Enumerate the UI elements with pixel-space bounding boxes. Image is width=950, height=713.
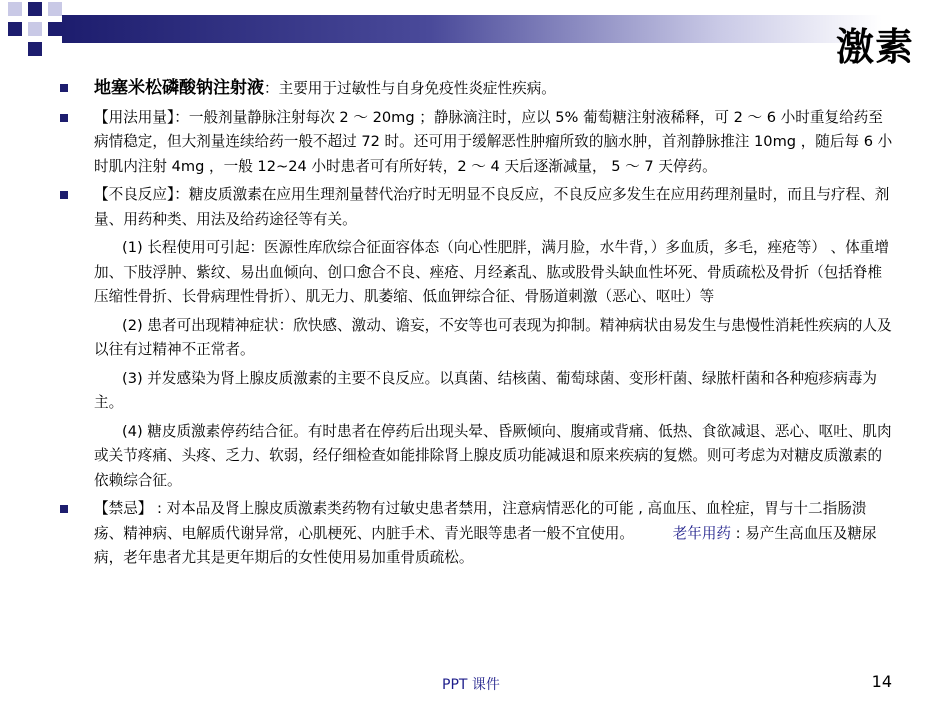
drug-name: 地塞米松磷酸钠注射液	[94, 78, 264, 98]
elder-label: 老年用药	[672, 524, 732, 542]
drug-description: ：主要用于过敏性与自身免疫性炎症性疾病。	[264, 80, 556, 97]
adverse-sub-1: (1) 长程使用可引起：医源性库欣综合征面容体态（向心性肥胖，满月脸，水牛背，）多血质，多毛，痤疮等） 、体重增加、下肢浮肿、紫纹、易出血倾向、创口愈合不良、痤疮、月经紊乱、肱或股骨头缺血性坏死、骨质疏松及骨折（包括脊椎压缩性骨折、长骨病理性骨折）、肌无力、肌萎缩、低血钾综合征、骨肠道刺激（恶心、呕吐）等	[94, 239, 889, 305]
dosage-text: 【用法用量】：一般剂量静脉注射每次 2 ～ 20mg ；静脉滴注时，应以 5% 葡萄糖注射液稀释，可 2 ～ 6 小时重复给药至病情稳定，但大剂量连续给药一般不超过 72 时。还可用于缓解恶性肿瘤所致的脑水肿，首剂静脉推注 10mg ，随后每 6 小时肌内注射 4mg ，一般 12~24 小时患者可有所好转，2 ～ 4 天后逐渐减量， 5 ～ 7 天停药。	[94, 108, 893, 175]
bullet-item-dosage	[60, 106, 894, 180]
square-bullet-icon	[60, 505, 68, 513]
square-bullet-icon	[60, 84, 68, 92]
contra-text: 【禁忌】 : 对本品及肾上腺皮质激素类药物有过敏史患者禁用，注意病情恶化的可能 , 高血压、血栓症，胃与十二指肠溃疡、精神病、电解质代谢异常，心肌梗死、内脏手术、青光眼等患者一般不宜使用。	[94, 500, 867, 542]
adverse-sub-2: (2) 患者可出现精神症状：欣快感、激动、谵妄，不安等也可表现为抑制。精神病状由易发生与患慢性消耗性疾病的人及以往有过精神不正常者。	[94, 316, 892, 358]
page-number: 14	[871, 672, 892, 691]
bullet-item-adverse	[60, 183, 894, 232]
square-bullet-icon	[60, 191, 68, 199]
bullet-item-contraindication	[60, 497, 894, 571]
adverse-sub-4: (4) 糖皮质激素停药结合征。有时患者在停药后出现头晕、昏厥倾向、腹痛或背痛、低热、食欲减退、恶心、呕吐、肌肉或关节疼痛、头疼、乏力、软弱，经仔细检查如能排除肾上腺皮质功能减退和原来疾病的复燃。则可考虑为对糖皮质激素的依赖综合征。	[94, 422, 892, 489]
adverse-sub-3: (3) 并发感染为肾上腺皮质激素的主要不良反应。以真菌、结核菌、葡萄球菌、变形杆菌、绿脓杆菌和各种疱疹病毒为主。	[94, 369, 878, 411]
square-bullet-icon	[60, 114, 68, 122]
adverse-text: 【不良反应】：糖皮质激素在应用生理剂量替代治疗时无明显不良反应，不良反应多发生在应用药理剂量时，而且与疗程、剂量、用药种类、用法及给药途径等有关。	[94, 186, 890, 228]
slide-title: 激素	[835, 25, 914, 69]
footer-label: PPT 课件	[442, 677, 500, 693]
header-gradient-bar	[62, 15, 882, 43]
bullet-item-drug	[60, 76, 894, 102]
elder-text: : 易产生高血压及糖尿病，老年患者尤其是更年期后的女性使用易加重骨质疏松。	[94, 524, 877, 566]
slide-content	[60, 76, 894, 575]
